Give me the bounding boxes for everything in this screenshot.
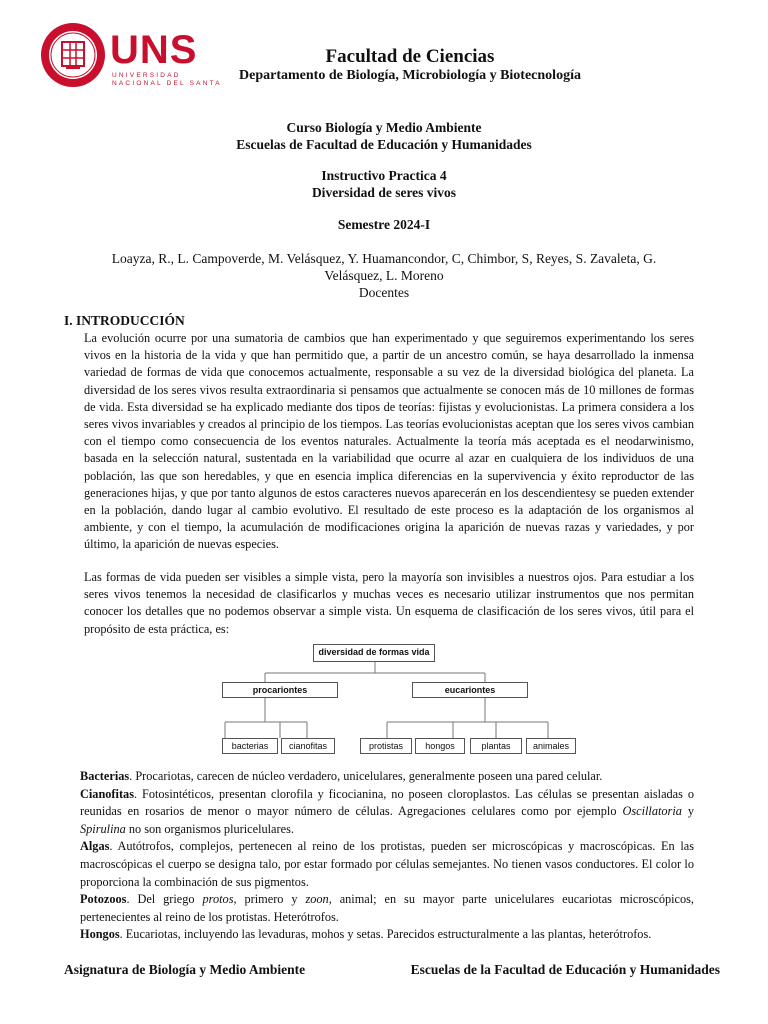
faculty-title: Facultad de Ciencias bbox=[325, 46, 495, 67]
italic-spirulina: Spirulina bbox=[80, 821, 126, 836]
box-cianofitas: cianofitas bbox=[281, 738, 335, 754]
footer-right: Escuelas de la Facultad de Educación y Humanidades bbox=[410, 962, 720, 977]
text-potozoos-3: , animal; en su mayor parte unicelulares eucariotas microscópicos, pertenecientes al reino de los protistas. Heterótrofos. bbox=[80, 892, 695, 924]
def-potozoos bbox=[80, 891, 694, 926]
term-hongos: Hongos bbox=[80, 927, 120, 942]
box-hongos: hongos bbox=[415, 738, 465, 754]
intro-paragraph-1: La evolución ocurre por una sumatoria de cambios que han experimentado y que seguiremos experimentando los seres vivos en la historia de la vida y que han permitido que, a partir de un ancestro común, se haya desarrollado la inmensa variedad de formas de vida que conocemos actualmente, responsable a su vez de la diversidad biológica del planeta. La diversidad de los seres vivos resulta extraordinaria si pensamos que actualmente se conocen más de 10 millones de formas de vida. Esta diversidad se ha explicado mediante dos tipos de teorías: fijistas y evolucionistas. La primera considera a los seres vivos invariables y creados al principio de los tiempos. Las teorías evolucionistas aceptan que los seres vivos cambian con el tiempo como consecuencia de los eventos naturales. Actualmente la teoría más aceptada es el neodarwinismo, basada en la selección natural, sustentada en la variabilidad que ocurre al azar en cualquiera de los individuos de una población, las que son heredables, y que en esencia implica diferencias en la supervivencia y éxito reproductor de las generaciones hijas, y que por tanto algunos de estos caracteres nuevos aparecerán en los descendientesy se pueden extender en la población, dando lugar al cambio evolutivo. El resultado de este proceso es la adaptación de los organismos al ambiente, y con el tiempo, la acumulación de modificaciones origina la aparición de nuevas razas y variedades, y por último, la aparición de nuevas especies. bbox=[84, 331, 694, 552]
box-eucariontes: eucariontes bbox=[412, 682, 528, 698]
def-cianofitas bbox=[80, 786, 694, 839]
text-potozoos-1: . Del griego bbox=[126, 892, 203, 907]
italic-protos: protos bbox=[202, 892, 234, 907]
uns-subline-2: NACIONAL DEL SANTA bbox=[112, 80, 222, 87]
authors-line-1: Loayza, R., L. Campoverde, M. Velásquez, Y. Huamancondor, C, Chimbor, S, Reyes, S. Zavaleta, G. bbox=[111, 251, 657, 266]
intro-paragraph-2: Las formas de vida pueden ser visibles a simple vista, pero la mayoría son invisibles a nuestros ojos. Para estudiar a los seres vivos tenemos la necesidad de clasificarlos y muchas veces es necesario utilizar instrumentos que nos permitan conocer los detalles que no podemos observar a simple vista. Un esquema de clasificación de los seres vivos, útil para el propósito de esta práctica, es: bbox=[84, 570, 694, 636]
term-bacterias: Bacterias bbox=[80, 769, 130, 783]
text-cianofitas-and: y bbox=[681, 804, 694, 819]
def-hongos bbox=[80, 926, 694, 944]
section-title: I. INTRODUCCIÓN bbox=[64, 313, 185, 328]
term-algas: Algas bbox=[80, 839, 110, 854]
classification-diagram bbox=[220, 640, 580, 760]
definitions-list bbox=[80, 768, 694, 944]
box-protistas: protistas bbox=[360, 738, 412, 754]
term-cianofitas: Cianofitas bbox=[80, 786, 134, 801]
text-cianofitas-1: . Fotosintéticos, presentan clorofila y ficocianina, no poseen cloroplastos. Las células se presentan aisladas o reunidas en rosarios de menor o mayor número de células. Agregaciones celulares como por ejemplo bbox=[80, 786, 694, 819]
course-title: Curso Biología y Medio Ambiente bbox=[286, 120, 482, 135]
def-algas bbox=[80, 838, 694, 891]
authors-role: Docentes bbox=[358, 285, 410, 300]
italic-oscillatoria: Oscillatoria bbox=[622, 804, 682, 819]
text-hongos: . Eucariotas, incluyendo las levaduras, mohos y setas. Parecidos estructuralmente a las plantas, heterótrofos. bbox=[119, 927, 652, 942]
box-bacterias: bacterias bbox=[222, 738, 278, 754]
footer-left: Asignatura de Biología y Medio Ambiente bbox=[64, 962, 306, 977]
box-procariontes: procariontes bbox=[222, 682, 338, 698]
text-potozoos-2: , primero y bbox=[233, 892, 306, 907]
term-potozoos: Potozoos bbox=[80, 892, 127, 907]
schools-title: Escuelas de Facultad de Educación y Humanidades bbox=[236, 137, 532, 152]
uns-wordmark: UNS bbox=[110, 28, 198, 72]
text-algas: . Autótrofos, complejos, pertenecen al reino de los protistas, pueden ser microscópicas y macroscópicas. En las macroscópicas el cuerpo se designa talo, por estar formado por células semejantes. No tienen vasos conductores. El color lo proporciona la combinación de sus pigmentos. bbox=[80, 839, 694, 889]
instructivo-title: Instructivo Practica 4 bbox=[321, 168, 447, 183]
uns-subline-1: UNIVERSIDAD bbox=[112, 72, 181, 79]
department-title: Departamento de Biología, Microbiología y Biotecnología bbox=[239, 68, 581, 83]
box-root: diversidad de formas vida bbox=[313, 644, 435, 662]
italic-zoon: zoon bbox=[305, 892, 329, 907]
semester-title: Semestre 2024-I bbox=[337, 217, 431, 232]
topic-title: Diversidad de seres vivos bbox=[311, 185, 457, 200]
text-bacterias: . Procariotas, carecen de núcleo verdadero, unicelulares, generalmente poseen una pared celular. bbox=[129, 769, 603, 783]
def-bacterias bbox=[80, 768, 694, 786]
text-cianofitas-2: no son organismos pluricelulares. bbox=[125, 821, 294, 836]
authors-line-2: Velásquez, L. Moreno bbox=[324, 268, 444, 283]
university-seal-logo bbox=[40, 22, 106, 88]
box-plantas: plantas bbox=[470, 738, 522, 754]
box-animales: animales bbox=[526, 738, 576, 754]
